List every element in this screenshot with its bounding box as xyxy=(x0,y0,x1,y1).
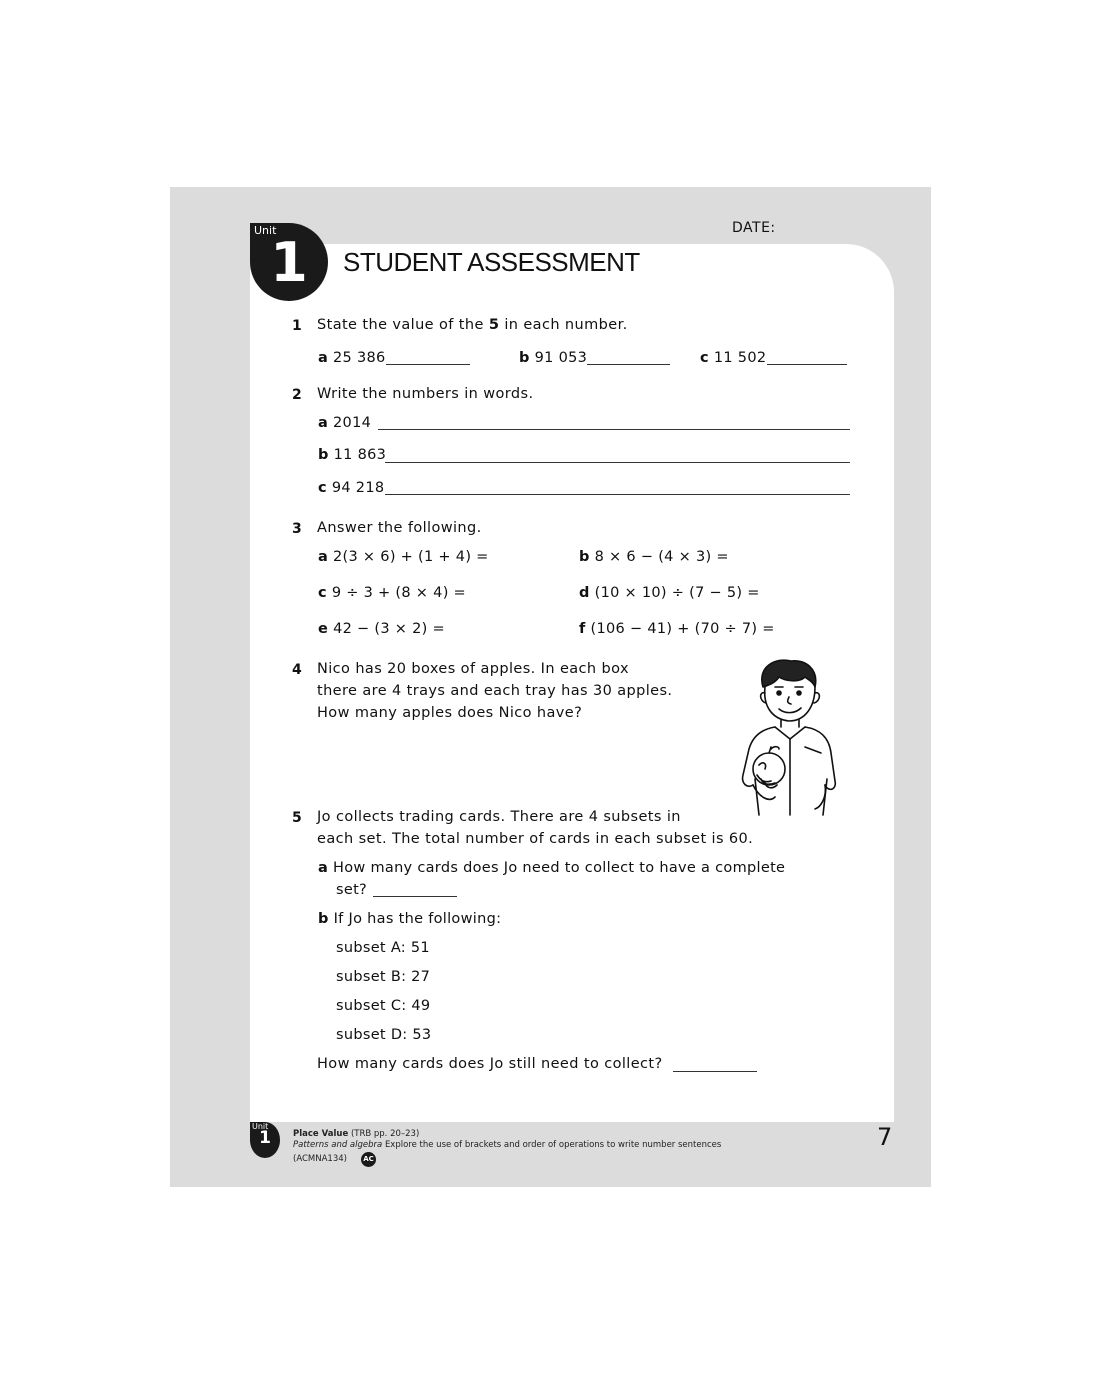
q2-answer-line-a[interactable] xyxy=(378,429,850,430)
q5-subset-a: subset A: 51 xyxy=(336,940,430,956)
question-4-line-1: Nico has 20 boxes of apples. In each box xyxy=(317,661,629,677)
q1-item-a: a 25 386 xyxy=(318,350,386,366)
q3-item-a: a 2(3 × 6) + (1 + 4) = xyxy=(318,549,489,565)
q5-part-b: b If Jo has the following: xyxy=(318,911,502,927)
question-5-line-2: each set. The total number of cards in each subset is 60. xyxy=(317,831,754,847)
unit-word: Unit xyxy=(254,224,277,237)
ac-logo-icon: AC xyxy=(361,1152,376,1167)
q3-item-c: c 9 ÷ 3 + (8 × 4) = xyxy=(318,585,467,601)
q5-part-a-answer-line[interactable] xyxy=(373,896,457,897)
q2-item-a: a 2014 xyxy=(318,415,372,431)
q5-subset-b: subset B: 27 xyxy=(336,969,431,985)
q5-subset-d: subset D: 53 xyxy=(336,1027,432,1043)
q1-answer-line-c[interactable] xyxy=(767,364,847,365)
q1-answer-line-b[interactable] xyxy=(587,364,670,365)
worksheet-page xyxy=(170,187,931,1187)
question-4-line-2: there are 4 trays and each tray has 30 apples. xyxy=(317,683,673,699)
q5-subset-c: subset C: 49 xyxy=(336,998,431,1014)
unit-badge xyxy=(250,223,328,301)
unit-number: 1 xyxy=(270,231,308,294)
q2-answer-line-b[interactable] xyxy=(385,462,850,463)
q5-part-a-line-2: set? xyxy=(336,882,368,898)
footer-line-3: (ACMNA134) xyxy=(293,1154,347,1164)
footer-line-2: Patterns and algebra Explore the use of brackets and order of operations to write number sentences xyxy=(293,1140,722,1150)
question-4-line-3: How many apples does Nico have? xyxy=(317,705,583,721)
question-1-prompt: State the value of the 5 in each number. xyxy=(317,317,628,333)
question-3-prompt: Answer the following. xyxy=(317,520,482,536)
q1-answer-line-a[interactable] xyxy=(386,364,470,365)
q3-item-e: e 42 − (3 × 2) = xyxy=(318,621,445,637)
q5-part-a-line-1: a How many cards does Jo need to collect to have a complete xyxy=(318,860,786,876)
question-2-number: 2 xyxy=(292,387,302,403)
footer-unit-word: Unit xyxy=(252,1122,269,1131)
q1-item-b: b 91 053 xyxy=(519,350,588,366)
question-3-number: 3 xyxy=(292,521,302,537)
q3-item-f: f (106 − 41) + (70 ÷ 7) = xyxy=(579,621,775,637)
boy-with-apple-illustration xyxy=(735,657,845,817)
page-number: 7 xyxy=(877,1123,893,1151)
page-title: STUDENT ASSESSMENT xyxy=(343,247,640,277)
q5-final-question: How many cards does Jo still need to collect? xyxy=(317,1056,663,1072)
q2-item-c: c 94 218 xyxy=(318,480,385,496)
footer-unit-number: 1 xyxy=(259,1128,271,1148)
date-label: DATE: xyxy=(732,220,776,236)
question-1-number: 1 xyxy=(292,318,302,334)
q5-final-answer-line[interactable] xyxy=(673,1071,757,1072)
q2-answer-line-c[interactable] xyxy=(385,494,850,495)
q1-item-c: c 11 502 xyxy=(700,350,767,366)
question-2-prompt: Write the numbers in words. xyxy=(317,386,534,402)
question-5-line-1: Jo collects trading cards. There are 4 subsets in xyxy=(317,809,681,825)
footer-unit-badge xyxy=(250,1122,280,1158)
q3-item-b: b 8 × 6 − (4 × 3) = xyxy=(579,549,729,565)
q2-item-b: b 11 863 xyxy=(318,447,387,463)
q3-item-d: d (10 × 10) ÷ (7 − 5) = xyxy=(579,585,760,601)
question-4-number: 4 xyxy=(292,662,302,678)
question-5-number: 5 xyxy=(292,810,302,826)
footer-line-1: Place Value (TRB pp. 20–23) xyxy=(293,1129,420,1139)
